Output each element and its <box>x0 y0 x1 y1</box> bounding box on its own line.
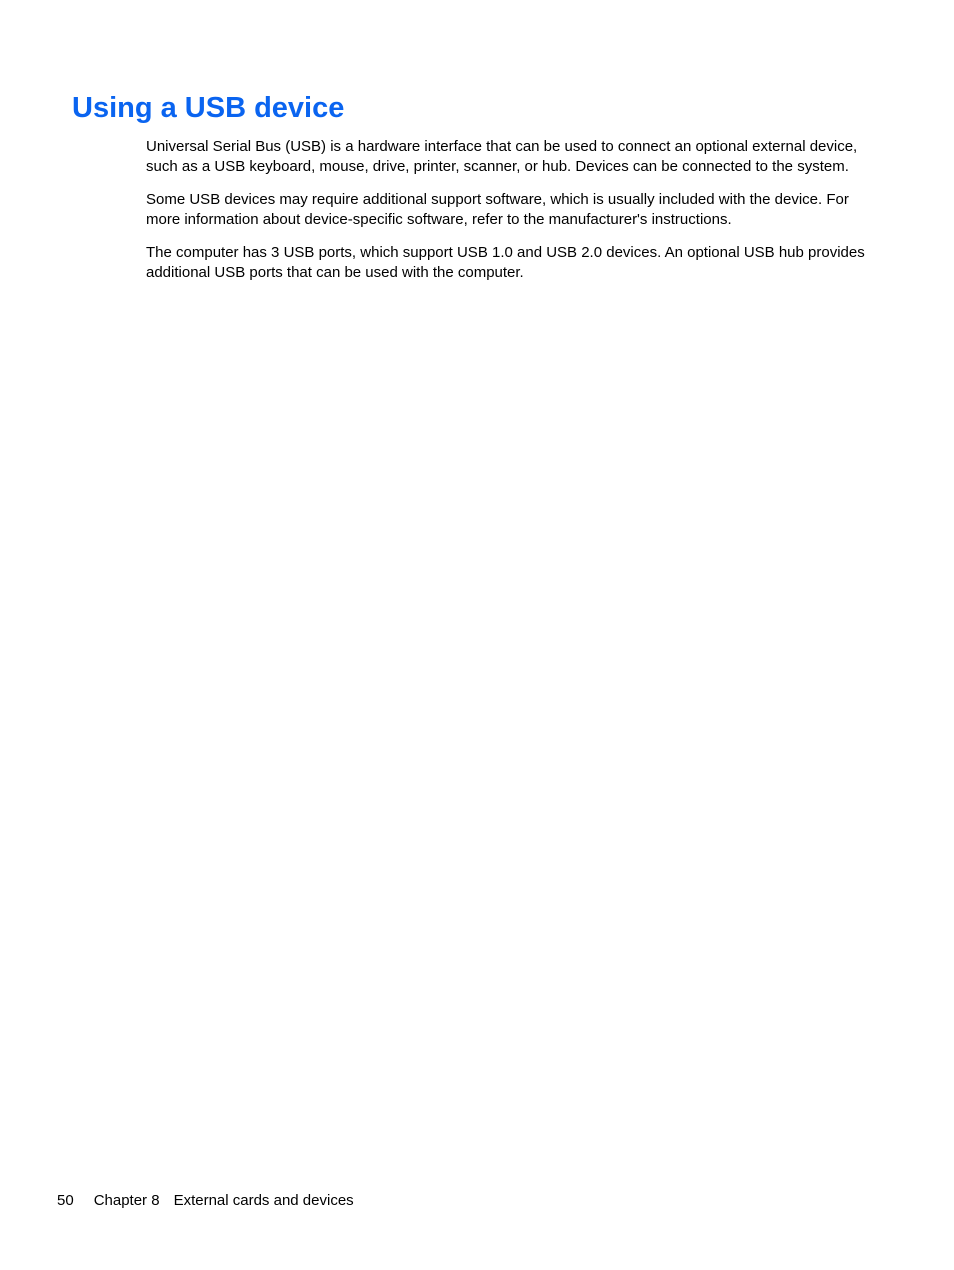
page-title: Using a USB device <box>72 92 345 124</box>
paragraph-support-software: Some USB devices may require additional support software, which is usually included with the device. For more information about device-specific software, refer to the manufacturer's instructions. <box>146 191 849 228</box>
paragraph-usb-ports: The computer has 3 USB ports, which support USB 1.0 and USB 2.0 devices. An optional USB hub provides additional USB ports that can be used with the computer. <box>146 244 865 281</box>
section-body <box>146 137 866 296</box>
chapter-label: Chapter 8 <box>93 1192 160 1209</box>
paragraph-usb-intro: Universal Serial Bus (USB) is a hardware interface that can be used to connect an optional external device, such as a USB keyboard, mouse, drive, printer, scanner, or hub. Devices can be connected to the system. <box>146 138 858 175</box>
page-number: 50 <box>57 1192 74 1209</box>
chapter-title: External cards and devices <box>173 1192 354 1209</box>
page-footer <box>57 1191 354 1211</box>
